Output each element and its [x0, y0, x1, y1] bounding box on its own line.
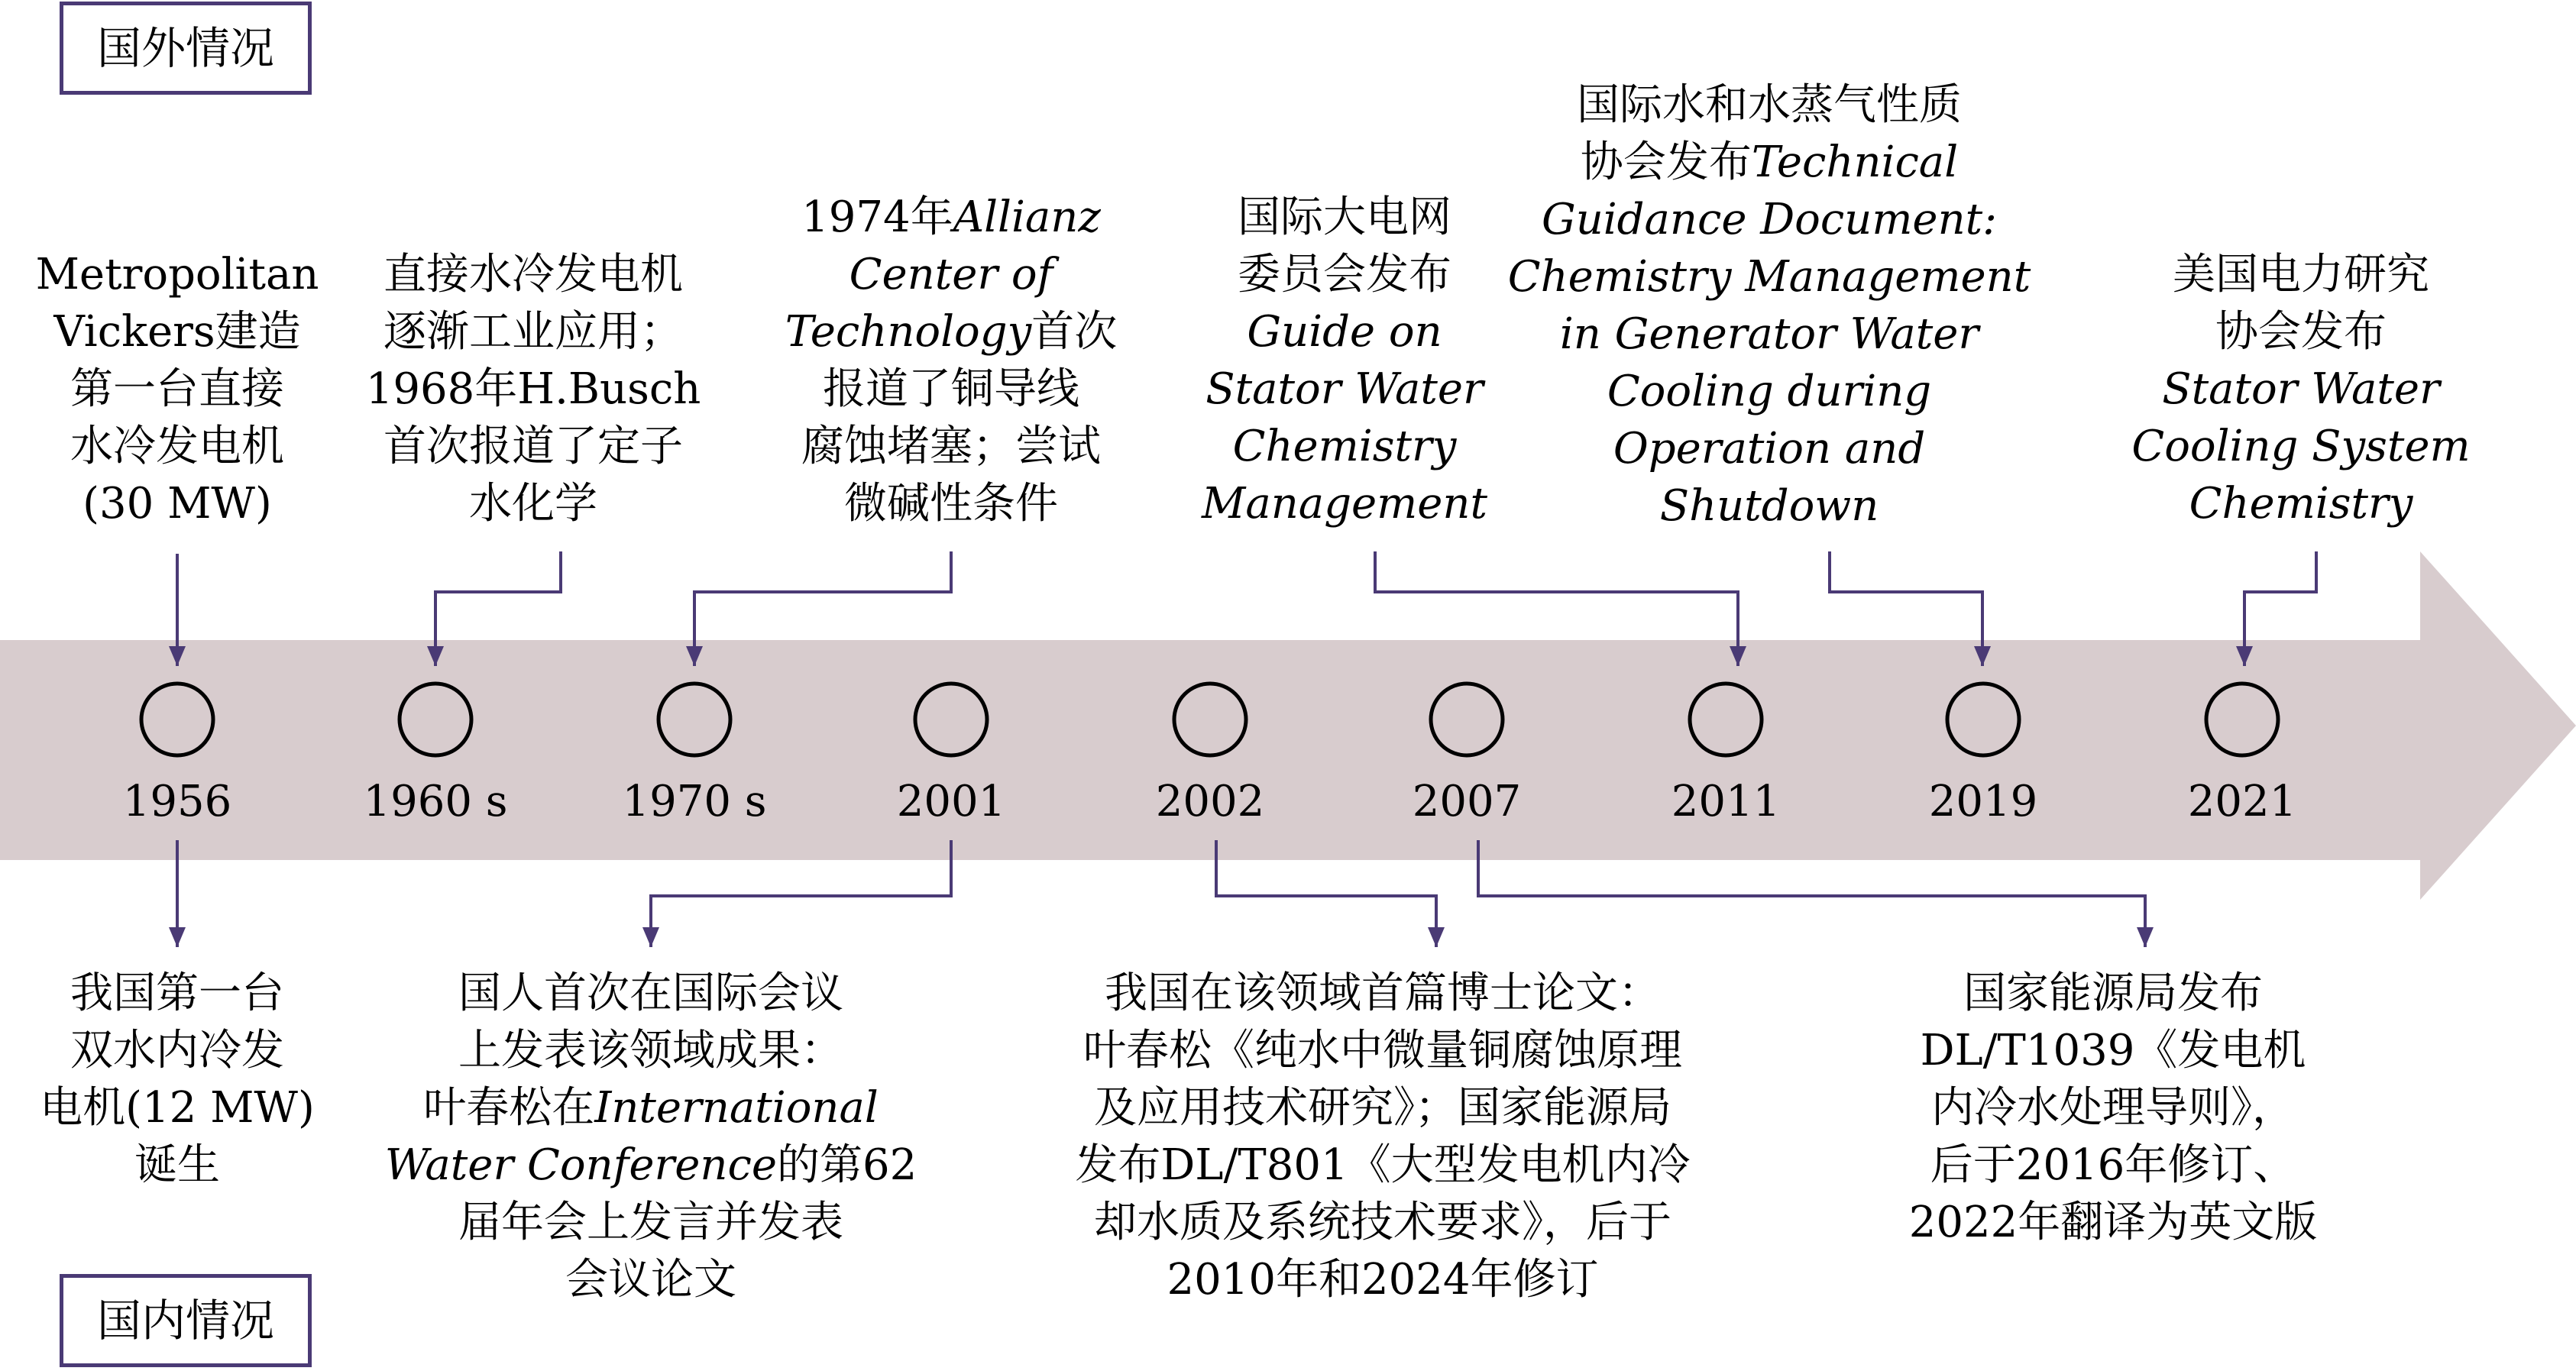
foreign-section-label: 国外情况 [60, 2, 312, 95]
event-text-line [366, 246, 701, 303]
text-segment: 却水质及系统技术要求》，后于 [1093, 1198, 1671, 1247]
year-label: 1960 s [363, 777, 508, 826]
text-segment: 水化学 [468, 479, 597, 529]
event-text-line [40, 965, 315, 1022]
event-text-line [1075, 1137, 1690, 1194]
event-text-line [36, 418, 319, 475]
year-label: 2019 [1928, 777, 2038, 826]
italic-title-segment: Chemistry [1232, 422, 1457, 471]
event-text-line [36, 246, 319, 303]
event-text-line [36, 475, 319, 532]
event-text-line [2131, 303, 2470, 361]
connector-arrowhead [1428, 927, 1445, 947]
italic-title-segment: Chemistry [2189, 479, 2413, 529]
year-label: 1970 s [622, 777, 767, 826]
text-segment: 首次 [1031, 307, 1118, 357]
text-segment: 我国第一台 [70, 968, 284, 1018]
text-segment: 报道了铜导线 [823, 364, 1079, 414]
event-text-line [785, 361, 1117, 418]
event-text-line [1909, 965, 2318, 1022]
text-segment: 我国在该领域首篇博士论文： [1104, 968, 1661, 1018]
event-text-line [1075, 1079, 1690, 1137]
text-segment: 2010年和2024年修订 [1167, 1255, 1599, 1305]
text-segment: 2022年翻译为英文版 [1908, 1198, 2318, 1247]
text-segment: 发布DL/T801《大型发电机内冷 [1075, 1140, 1691, 1190]
event-text-line [785, 303, 1117, 361]
event-text-line [2131, 246, 2470, 303]
event-text-line [1075, 965, 1690, 1022]
italic-title-segment: Cooling System [2131, 422, 2471, 471]
text-segment: 后于2016年修订、 [1930, 1140, 2296, 1190]
domestic-event-text [40, 965, 315, 1194]
foreign-event-text [785, 189, 1117, 532]
text-segment: 微碱性条件 [844, 479, 1058, 529]
text-segment: 水冷发电机 [70, 422, 284, 471]
text-segment: (30 MW) [83, 479, 272, 529]
event-text-line [785, 475, 1117, 532]
italic-title-segment: Stator Water [1205, 364, 1484, 414]
event-text-line [385, 1137, 917, 1194]
text-segment: 内冷水处理导则》， [1930, 1083, 2295, 1133]
foreign-event-text [1508, 76, 2031, 535]
text-segment: 1974年 [801, 192, 953, 242]
italic-title-segment: Technology [785, 307, 1032, 357]
text-segment: 协会发布 [1580, 137, 1752, 187]
italic-title-segment: Shutdown [1659, 481, 1879, 531]
foreign-event-text [2131, 246, 2470, 532]
event-text-line [385, 1194, 917, 1251]
italic-title-segment: in Generator Water [1559, 309, 1979, 359]
connector-arrowhead [642, 927, 659, 947]
event-text-line [1508, 306, 2031, 363]
text-segment: 国家能源局发布 [1963, 968, 2263, 1018]
event-text-line [1909, 1022, 2318, 1079]
text-segment: 会议论文 [565, 1255, 736, 1305]
text-segment: 国际水和水蒸气性质 [1577, 80, 1962, 130]
event-text-line [1202, 361, 1487, 418]
year-label: 2007 [1412, 777, 1522, 826]
domestic-event-text [1909, 965, 2318, 1251]
text-segment: 1968年H.Busch [365, 364, 701, 414]
event-text-line [1909, 1137, 2318, 1194]
event-text-line [785, 418, 1117, 475]
event-text-line [385, 1022, 917, 1079]
event-text-line [385, 1079, 917, 1137]
event-text-line [1909, 1079, 2318, 1137]
event-text-line [1202, 475, 1487, 532]
foreign-event-text [36, 246, 319, 532]
event-text-line [1075, 1194, 1690, 1251]
text-segment: Metropolitan [35, 250, 319, 299]
text-segment: 首次报道了定子 [383, 422, 683, 471]
timeline-band [0, 551, 2576, 900]
event-text-line [1075, 1251, 1690, 1308]
text-segment: 协会发布 [2215, 307, 2387, 357]
italic-title-segment: Allianz [953, 192, 1101, 242]
domestic-event-text [1075, 965, 1690, 1308]
text-segment: DL/T1039《发电机 [1920, 1026, 2306, 1075]
event-text-line [1202, 246, 1487, 303]
event-text-line [785, 189, 1117, 246]
event-text-line [1202, 189, 1487, 246]
event-text-line [40, 1022, 315, 1079]
text-segment: 国人首次在国际会议 [458, 968, 843, 1018]
text-segment: 的第62 [777, 1140, 917, 1190]
text-segment: 届年会上发言并发表 [458, 1198, 843, 1247]
text-segment: 双水内冷发 [70, 1026, 284, 1075]
event-text-line [1508, 420, 2031, 477]
event-text-line [1202, 418, 1487, 475]
text-segment: 叶春松《纯水中微量铜腐蚀原理 [1083, 1026, 1682, 1075]
foreign-event-text [1202, 189, 1487, 532]
year-label: 1956 [122, 777, 232, 826]
text-segment: 诞生 [134, 1140, 220, 1190]
italic-title-segment: International [594, 1083, 879, 1133]
italic-title-segment: Cooling during [1607, 367, 1932, 416]
italic-title-segment: Stator Water [2162, 364, 2440, 414]
text-segment: 国际大电网 [1237, 192, 1451, 242]
event-text-line [1508, 363, 2031, 420]
text-segment: 腐蚀堵塞；尝试 [801, 422, 1101, 471]
text-segment: Vickers建造 [53, 307, 301, 357]
event-text-line [366, 475, 701, 532]
text-segment: 上发表该领域成果： [458, 1026, 843, 1075]
event-text-line [40, 1137, 315, 1194]
domestic-event-text [385, 965, 917, 1308]
event-text-line [1508, 477, 2031, 535]
event-text-line [366, 361, 701, 418]
italic-title-segment: Operation and [1613, 424, 1926, 474]
italic-title-segment: Center of [849, 250, 1053, 299]
year-label: 2002 [1155, 777, 1265, 826]
text-segment: 直接水冷发电机 [383, 250, 683, 299]
italic-title-segment: Chemistry Management [1507, 252, 2031, 302]
event-text-line [785, 246, 1117, 303]
text-segment: 逐渐工业应用； [383, 307, 683, 357]
event-text-line [36, 361, 319, 418]
event-text-line [366, 303, 701, 361]
event-text-line [36, 303, 319, 361]
text-segment: 美国电力研究 [2172, 250, 2429, 299]
text-segment: 叶春松在 [423, 1083, 595, 1133]
event-text-line [2131, 418, 2470, 475]
event-text-line [2131, 361, 2470, 418]
year-label: 2001 [896, 777, 1006, 826]
domestic-section-label: 国内情况 [60, 1274, 312, 1367]
event-text-line [1075, 1022, 1690, 1079]
italic-title-segment: Guide on [1247, 307, 1442, 357]
event-text-line [1508, 76, 2031, 134]
text-segment: 电机(12 MW) [40, 1083, 315, 1133]
italic-title-segment: Management [1202, 479, 1487, 529]
connector-arrowhead [2137, 927, 2154, 947]
text-segment: 第一台直接 [70, 364, 284, 414]
italic-title-segment: Guidance Document: [1541, 195, 1998, 244]
event-text-line [1508, 248, 2031, 306]
year-label: 2011 [1671, 777, 1781, 826]
event-text-line [1508, 191, 2031, 248]
year-label: 2021 [2187, 777, 2297, 826]
event-text-line [2131, 475, 2470, 532]
event-text-line [366, 418, 701, 475]
italic-title-segment: Water Conference [384, 1140, 778, 1190]
text-segment: 委员会发布 [1237, 250, 1451, 299]
event-text-line [1202, 303, 1487, 361]
italic-title-segment: Technical [1751, 137, 1959, 187]
text-segment: 及应用技术研究》；国家能源局 [1093, 1083, 1671, 1133]
event-text-line [1909, 1194, 2318, 1251]
connector-arrowhead [169, 927, 186, 947]
event-text-line [1508, 134, 2031, 191]
foreign-event-text [366, 246, 701, 532]
event-text-line [385, 1251, 917, 1308]
event-text-line [40, 1079, 315, 1137]
event-text-line [385, 965, 917, 1022]
